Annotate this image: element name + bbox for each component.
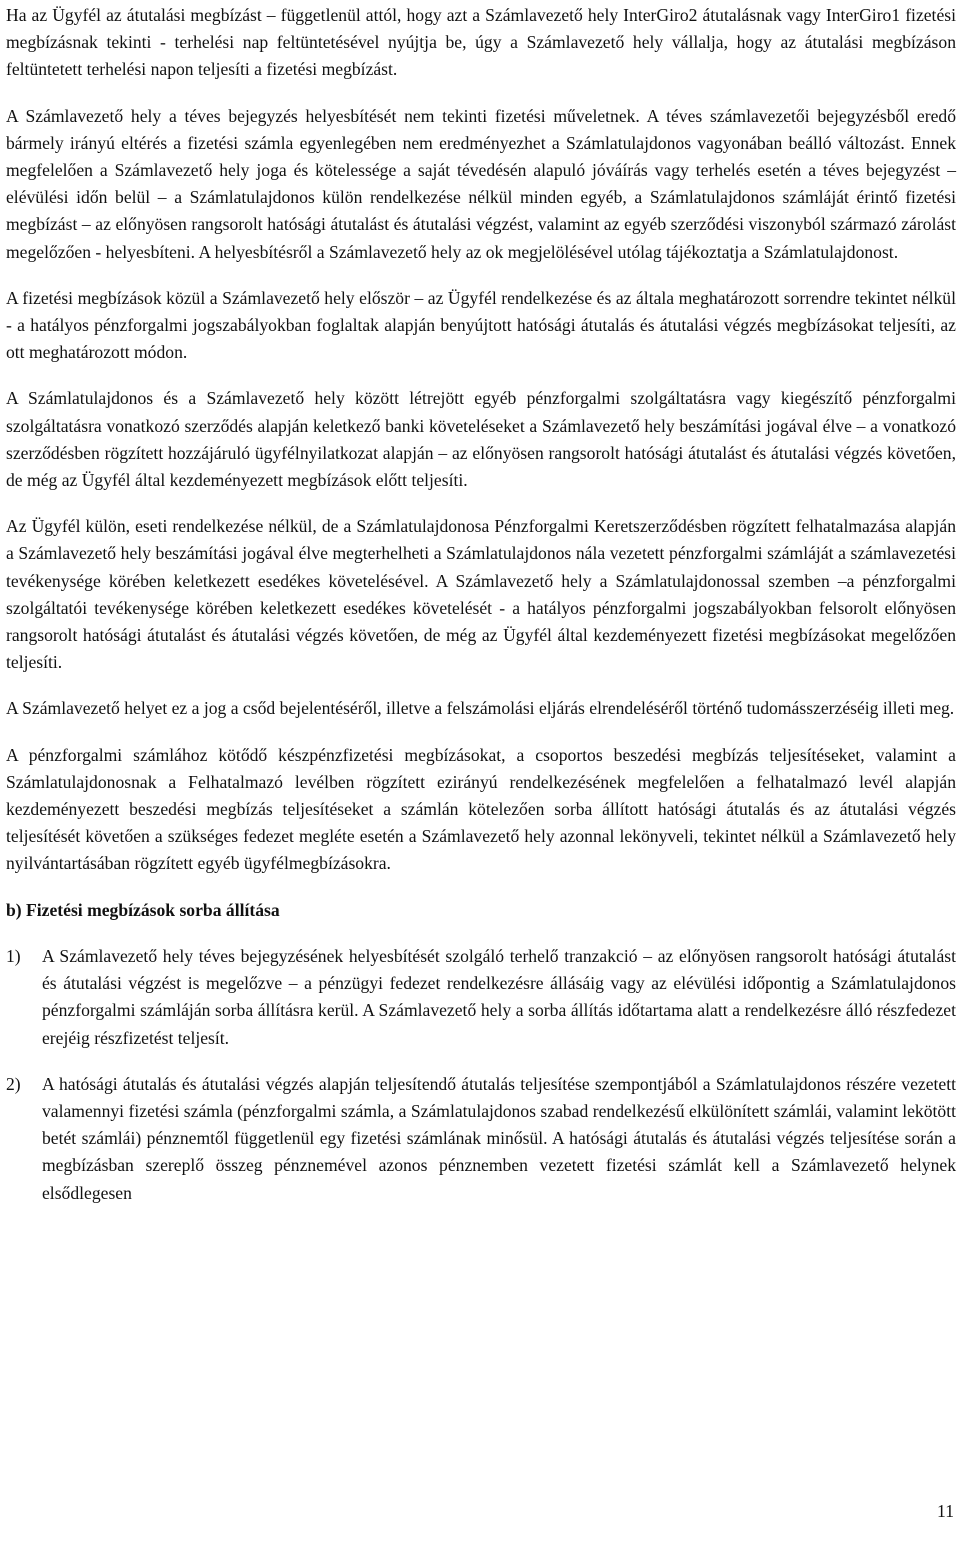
paragraph-transfer-debit-date: Ha az Ügyfél az átutalási megbízást – függetlenül attól, hogy azt a Számlavezető hely InterGiro2 átutalásnak vagy InterGiro1 fizetési megbízásnak tekinti - terhelési nap feltüntetésével nyújtja be, úgy a Számlavezető hely vállalja, hogy az átutalási megbízáson feltüntetett terhelési napon teljesíti a fizetési megbízást. xyxy=(6,5,956,80)
list-item xyxy=(6,1071,956,1207)
document-page xyxy=(6,2,956,1226)
list-item-number: 2) xyxy=(6,1073,21,1094)
paragraph-client-authorization: Az Ügyfél külön, eseti rendelkezése nélkül, de a Számlatulajdonosa Pénzforgalmi Keretszerződésben rögzített felhatalmazása alapján a Számlavezető hely beszámítási jogával élve megterhelheti a Számlatulajdonos nála vezetett pénzforgalmi számláját a számlavezetési tevékenysége körében keletkezett esedékes követelésével. A Számlavezető hely a Számlatulajdonossal szemben –a pénzforgalmi szolgáltatói tevékenysége körében keletkezett esedékes követelését - a hatályos pénzforgalmi jogszabályokban felsorolt előnyösen rangsorolt hatósági átutalást és átutalási végzés követően, de még az Ügyfél által kezdeményezett fizetési megbízásokat megelőzően teljesíti. xyxy=(6,516,956,673)
paragraph-bank-claims-setoff: A Számlatulajdonos és a Számlavezető hely között létrejött egyéb pénzforgalmi szolgáltatásra vagy kiegészítő pénzforgalmi szolgáltatásra vonatkozó szerződés alapján keletkező banki követeléseket a Számlavezető hely beszámítási jogával élve – a vonatkozó szerződésben rögzített hozzájáruló ügyfélnyilatkozat alapján – az előnyösen rangsorolt hatósági átutalást és átutalási végzés követően, de még az Ügyfél által kezdeményezett megbízások előtt teljesíti. xyxy=(6,388,956,491)
list-item-number: 1) xyxy=(6,945,21,966)
section-heading: b) Fizetési megbízások sorba állítása xyxy=(6,899,280,920)
page-number: 11 xyxy=(937,1501,954,1521)
list-item-text: A hatósági átutalás és átutalási végzés alapján teljesítendő átutalás teljesítése szempontjából a Számlatulajdonos részére vezetett valamennyi fizetési számla (pénzforgalmi számla, a Számlatulajdonos szabad rendelkezésű elkülönített számlái, valamint lekötött betét számlái) pénznemtől függetlenül egy fizetési számlának minősül. A hatósági átutalás és átutalási végzés teljesítése során a megbízásban szereplő összeg pénznemével azonos pénznemben vezetett fizetési számlát kell a Számlavezető helynek elsődlegesen xyxy=(42,1073,956,1203)
paragraph-cash-payment-orders: A pénzforgalmi számlához kötődő készpénzfizetési megbízásokat, a csoportos beszedési megbízás teljesítéseket, valamint a Számlatulajdonosnak a Felhatalmazó levélben rögzített ezirányú rendelkezésének megfelelően a felhatalmazó levél alapján kezdeményezett beszedési megbízás teljesítéseket a számlán kötelezően sorba állított hatósági átutalás és az átutalási végzés teljesítését követően a szükséges fedezet megléte esetén a Számlavezető hely azonnal lekönyveli, tekintet nélkül a Számlavezető hely nyilvántartásában rögzített egyéb ügyfélmegbízásokra. xyxy=(6,744,956,874)
list-item xyxy=(6,943,956,1052)
paragraph-priority-of-orders: A fizetési megbízások közül a Számlavezető hely először – az Ügyfél rendelkezése és az általa meghatározott sorrendre tekintet nélkül - a hatályos pénzforgalmi jogszabályokban foglaltak alapján benyújtott hatósági átutalás és átutalási végzés megbízásokat teljesíti, az ott meghatározott módon. xyxy=(6,287,956,363)
paragraph-bankruptcy-limit: A Számlavezető helyet ez a jog a csőd bejelentéséről, illetve a felszámolási eljárás elrendeléséről történő tudomásszerzéséig illeti meg. xyxy=(6,698,955,719)
list-item-text: A Számlavezető hely téves bejegyzésének helyesbítését szolgáló terhelő tranzakció – az előnyösen rangsorolt hatósági átutalást és átutalási végzést is megelőzve – a pénzügyi fedezet rendelkezésre állásáig vagy az elévülési időpontig a Számlatulajdonos pénzforgalmi számláján sorba állításra kerül. A Számlavezető hely a sorba állítás időtartama alatt a rendelkezésre álló részfedezet erejéig részfizetést teljesít. xyxy=(42,945,956,1048)
paragraph-erroneous-entry-correction: A Számlavezető hely a téves bejegyzés helyesbítését nem tekinti fizetési műveletnek. A téves számlavezetői bejegyzésből eredő bármely irányú eltérés a fizetési számla egyenlegében nem eredményezhet a Számlatulajdonos vagyonában beálló változást. Ennek megfelelően a Számlavezető hely joga és kötelessége a saját tévedésén alapuló jóváírás vagy terhelés esetén a téves bejegyzést – elévülési időn belül – a Számlatulajdonos külön rendelkezése nélkül minden egyéb, a Számlatulajdonos számláját érintő fizetési megbízást – az előnyösen rangsorolt hatósági átutalást és átutalási végzést, valamint az egyéb szerződési viszonyból származó zárolást megelőzően - helyesbíteni. A helyesbítésről a Számlavezető hely az ok megjelölésével utólag tájékoztatja a Számlatulajdonost. xyxy=(6,105,956,262)
